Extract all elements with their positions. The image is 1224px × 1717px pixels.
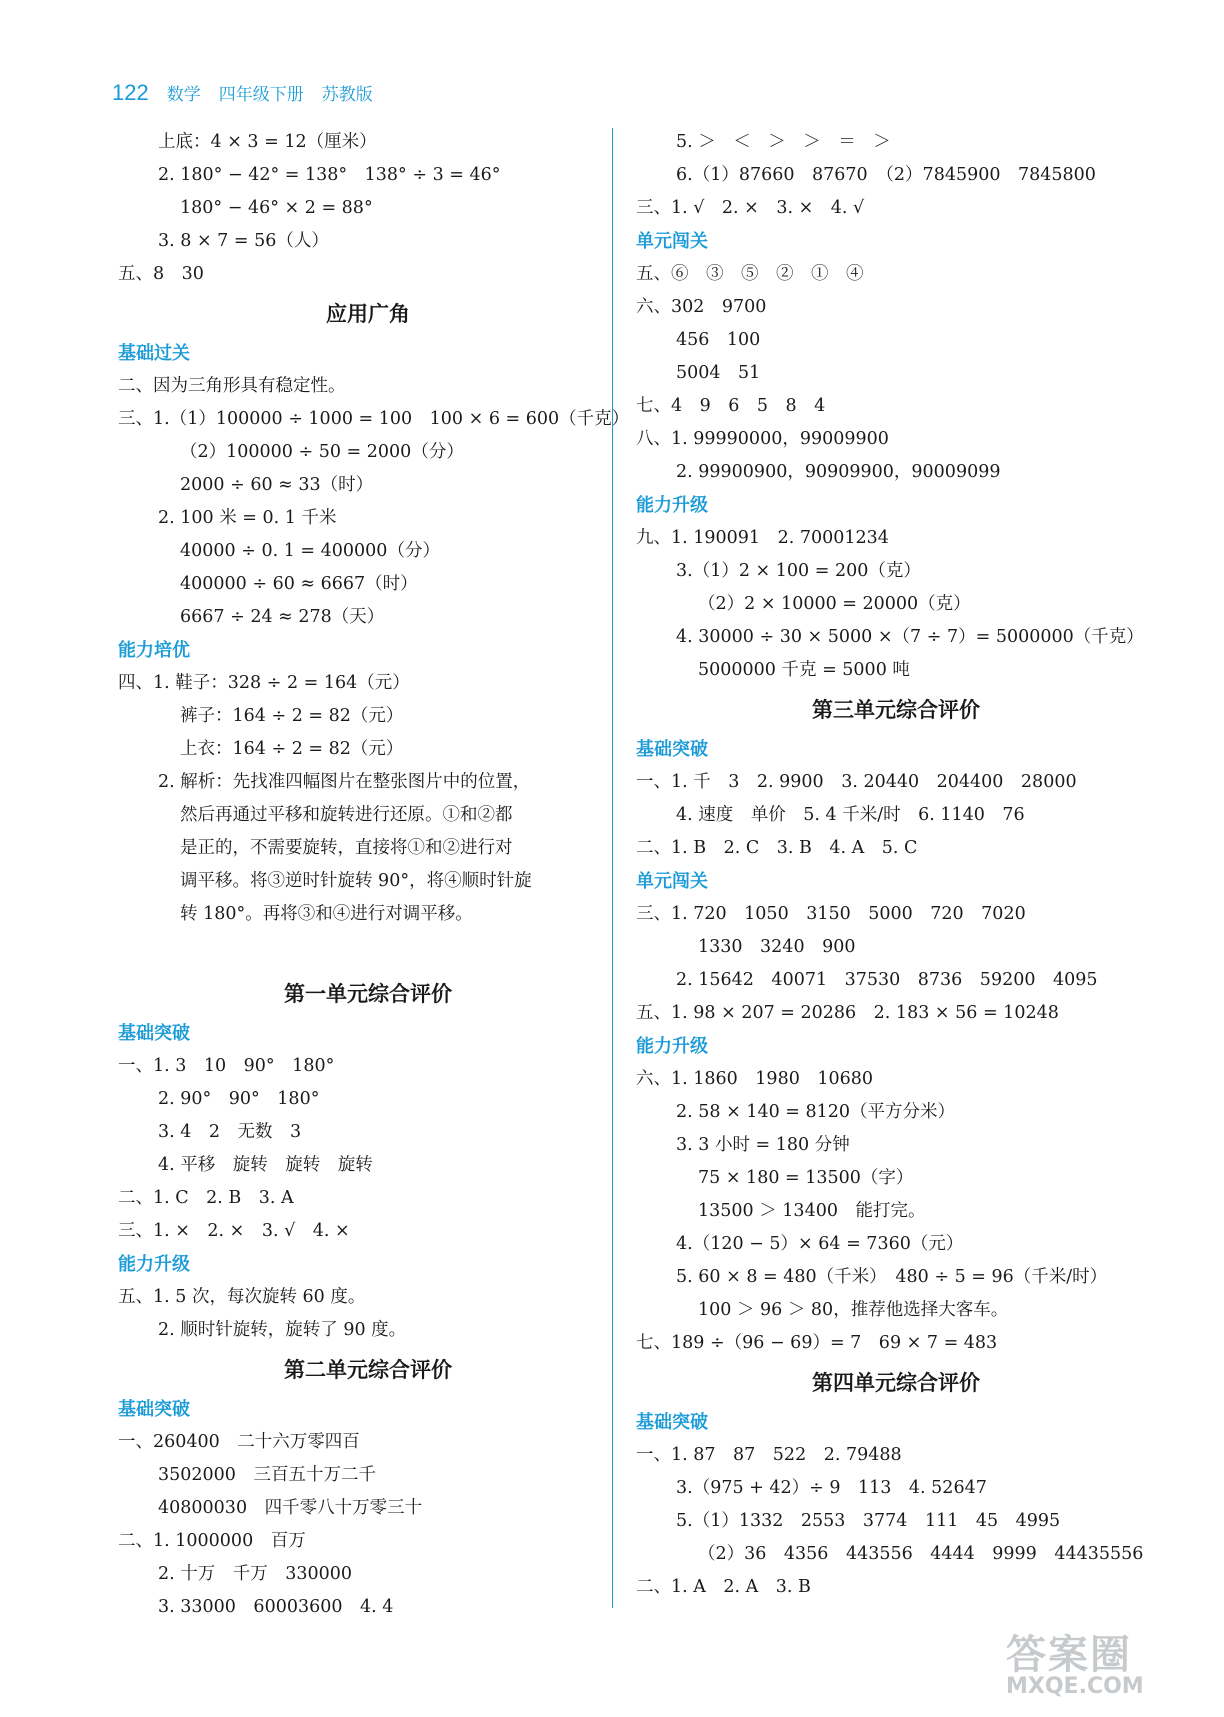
answer-line: 2. 58 × 140 = 8120（平方分米） <box>676 1102 956 1122</box>
answer-line: 3. 8 × 7 = 56（人） <box>158 231 329 251</box>
section-title: 第三单元综合评价 <box>812 698 980 722</box>
section-title: 第二单元综合评价 <box>284 1358 452 1382</box>
answer-line: 40000 ÷ 0. 1 = 400000（分） <box>180 541 440 561</box>
answer-line: 4. 30000 ÷ 30 × 5000 ×（7 ÷ 7）= 5000000（千克） <box>676 627 1144 647</box>
answer-line: 八、1. 99990000，99009900 <box>636 429 889 449</box>
grade-label: 四年级下册 <box>218 85 304 105</box>
answer-line: 2. 解析：先找准四幅图片在整张图片中的位置， <box>158 772 531 792</box>
page-number: 122 <box>112 80 149 105</box>
answer-line: 4.（120 − 5）× 64 = 7360（元） <box>676 1234 964 1254</box>
answer-line: 3. 33000 60003600 4. 4 <box>158 1597 394 1617</box>
answer-line: 上底：4 × 3 = 12（厘米） <box>158 132 377 152</box>
answer-line: 1330 3240 900 <box>698 937 856 957</box>
answer-line: 三、1.（1）100000 ÷ 1000 = 100 100 × 6 = 600（千克） <box>118 409 630 429</box>
answer-line: 九、1. 190091 2. 70001234 <box>636 528 889 548</box>
answer-line: 七、189 ÷（96 − 69）= 7 69 × 7 = 483 <box>636 1333 998 1353</box>
answer-line: 40800030 四千零八十万零三十 <box>158 1498 423 1518</box>
watermark-url: MXQE.COM <box>1006 1674 1144 1699</box>
answer-line: 2000 ÷ 60 ≈ 33（时） <box>180 475 374 495</box>
subsection-title: 能力升级 <box>636 495 708 516</box>
answer-line: 五、1. 5 次，每次旋转 60 度。 <box>118 1287 366 1307</box>
answer-line: 三、1. √ 2. × 3. × 4. √ <box>636 198 865 218</box>
subsection-title: 基础突破 <box>636 1412 708 1433</box>
answer-line: 75 × 180 = 13500（字） <box>698 1168 914 1188</box>
answer-line: 一、260400 二十六万零四百 <box>118 1432 360 1452</box>
answer-line: 3.（975 + 42）÷ 9 113 4. 52647 <box>676 1478 987 1498</box>
answer-line: 六、1. 1860 1980 10680 <box>636 1069 874 1089</box>
answer-line: 2. 180° − 42° = 138° 138° ÷ 3 = 46° <box>158 165 501 185</box>
answer-line: 二、因为三角形具有稳定性。 <box>118 376 346 396</box>
section-title: 应用广角 <box>326 302 410 326</box>
answer-line: 5000000 千克 = 5000 吨 <box>698 660 910 680</box>
answer-line: 五、1. 98 × 207 = 20286 2. 183 × 56 = 10248 <box>636 1003 1059 1023</box>
subsection-title: 能力培优 <box>118 640 190 661</box>
answer-line: 二、1. A 2. A 3. B <box>636 1577 811 1597</box>
answer-line: 二、1. B 2. C 3. B 4. A 5. C <box>636 838 918 858</box>
answer-line: 2. 99900900，90909900，90009099 <box>676 462 1001 482</box>
subject-label: 数学 <box>166 85 201 105</box>
answer-line: 2. 100 米 = 0. 1 千米 <box>158 508 337 528</box>
subsection-title: 基础突破 <box>118 1023 190 1044</box>
answer-line: 五、8 30 <box>118 264 204 284</box>
subsection-title: 基础突破 <box>118 1399 190 1420</box>
answer-line: 调平移。将③逆时针旋转 90°，将④顺时针旋 <box>180 871 532 891</box>
answer-line: 二、1. 1000000 百万 <box>118 1531 306 1551</box>
answer-line: 4. 平移 旋转 旋转 旋转 <box>158 1155 373 1175</box>
answer-line: 一、1. 3 10 90° 180° <box>118 1056 335 1076</box>
answer-line: 13500 ＞ 13400 能打完。 <box>698 1201 926 1221</box>
section-title: 第四单元综合评价 <box>812 1371 980 1395</box>
answer-line: 3. 3 小时 = 180 分钟 <box>676 1135 850 1155</box>
answer-line: 5004 51 <box>676 363 761 383</box>
answer-line: 5.（1）1332 2553 3774 111 45 4995 <box>676 1511 1061 1531</box>
subsection-title: 基础过关 <box>118 343 190 364</box>
answer-line: 是正的，不需要旋转，直接将①和②进行对 <box>180 838 513 858</box>
answer-line: 五、⑥ ③ ⑤ ② ① ④ <box>636 264 864 284</box>
left-column <box>118 126 630 1624</box>
answer-line: 5. ＞ ＜ ＞ ＞ ＝ ＞ <box>676 132 891 152</box>
watermark-title: 答案圈 <box>1006 1632 1132 1678</box>
answer-line: 3. 4 2 无数 3 <box>158 1122 302 1142</box>
answer-line: （2）36 4356 443556 4444 9999 44435556 <box>698 1544 1144 1564</box>
answer-line: 一、1. 87 87 522 2. 79488 <box>636 1445 902 1465</box>
edition-label: 苏教版 <box>321 85 373 105</box>
answer-line: 二、1. C 2. B 3. A <box>118 1188 294 1208</box>
answer-line: 5. 60 × 8 = 480（千米） 480 ÷ 5 = 96（千米/时） <box>676 1267 1108 1287</box>
answer-line: 四、1. 鞋子：328 ÷ 2 = 164（元） <box>118 673 410 693</box>
answer-line: 六、302 9700 <box>636 297 767 317</box>
answer-line: 2. 15642 40071 37530 8736 59200 4095 <box>676 970 1098 990</box>
right-column <box>636 126 1156 1604</box>
answer-line: 转 180°。再将③和④进行对调平移。 <box>180 904 473 924</box>
answer-line: 6.（1）87660 87670 （2）7845900 7845800 <box>676 165 1096 185</box>
answer-line: 456 100 <box>676 330 761 350</box>
answer-line: （2）100000 ÷ 50 = 2000（分） <box>180 442 464 462</box>
answer-line: 三、1. 720 1050 3150 5000 720 7020 <box>636 904 1026 924</box>
subsection-title: 能力升级 <box>118 1254 190 1275</box>
answer-line: 2. 90° 90° 180° <box>158 1089 320 1109</box>
answer-line: 3.（1）2 × 100 = 200（克） <box>676 561 921 581</box>
answer-line: 400000 ÷ 60 ≈ 6667（时） <box>180 574 418 594</box>
subsection-title: 单元闯关 <box>636 231 708 252</box>
answer-line: 一、1. 千 3 2. 9900 3. 20440 204400 28000 <box>636 772 1077 792</box>
subsection-title: 基础突破 <box>636 739 708 760</box>
answer-line: 2. 顺时针旋转，旋转了 90 度。 <box>158 1320 407 1340</box>
answer-line: 上衣：164 ÷ 2 = 82（元） <box>180 739 404 759</box>
answer-line: 6667 ÷ 24 ≈ 278（天） <box>180 607 385 627</box>
answer-line: （2）2 × 10000 = 20000（克） <box>698 594 971 614</box>
answer-line: 4. 速度 单价 5. 4 千米/时 6. 1140 76 <box>676 805 1025 825</box>
answer-line: 180° − 46° × 2 = 88° <box>180 198 373 218</box>
section-title: 第一单元综合评价 <box>284 982 452 1006</box>
subsection-title: 能力升级 <box>636 1036 708 1057</box>
answer-line: 裤子：164 ÷ 2 = 82（元） <box>180 706 404 726</box>
subsection-title: 单元闯关 <box>636 871 708 892</box>
answer-line: 然后再通过平移和旋转进行还原。①和②都 <box>180 805 513 825</box>
watermark-logo <box>1006 1623 1206 1703</box>
answer-line: 2. 十万 千万 330000 <box>158 1564 353 1584</box>
page-header <box>112 80 373 106</box>
answer-line: 七、4 9 6 5 8 4 <box>636 396 826 416</box>
answer-line: 3502000 三百五十万二千 <box>158 1465 376 1485</box>
answer-line: 三、1. × 2. × 3. √ 4. × <box>118 1221 350 1241</box>
answer-line: 100 ＞ 96 ＞ 80，推荐他选择大客车。 <box>698 1300 1009 1320</box>
